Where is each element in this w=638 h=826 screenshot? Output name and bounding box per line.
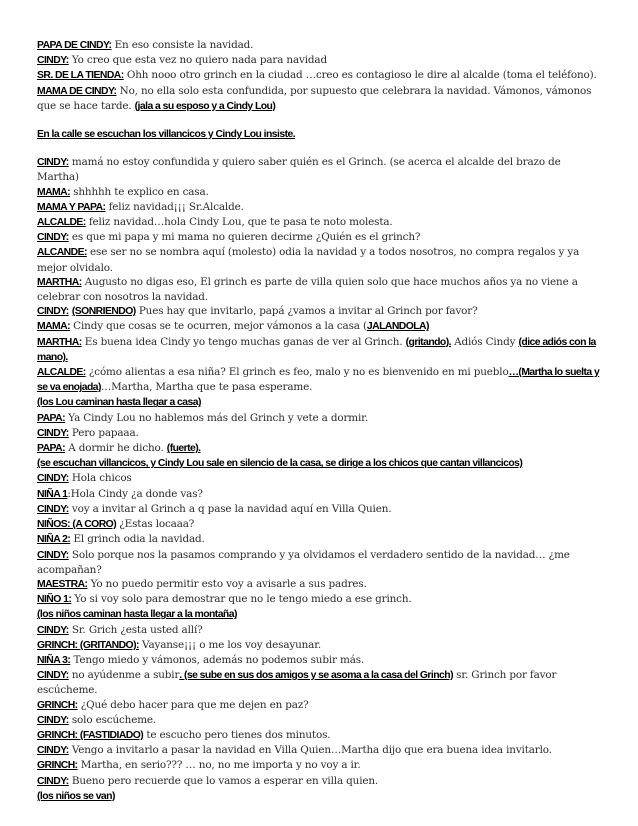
- speaker-or-direction: SR. DE LA TIENDA:: [37, 70, 124, 82]
- script-line: [37, 275, 603, 304]
- speaker-or-direction: MAESTRA:: [37, 578, 88, 590]
- script-line: [37, 774, 603, 789]
- speaker-or-direction: MARTHA:: [37, 276, 82, 288]
- speaker-or-direction: CINDY:: [37, 503, 69, 515]
- speaker-or-direction: CINDY:: [37, 232, 69, 244]
- dialogue-text: feliz navidad¡¡¡ Sr.Alcalde.: [105, 200, 244, 213]
- dialogue-text: Hola chicos: [68, 472, 132, 485]
- script-line: [37, 68, 603, 83]
- speaker-or-direction: GRINCH: (GRITANDO):: [37, 639, 139, 651]
- speaker-or-direction: CINDY:: [37, 624, 69, 636]
- dialogue-text: Es buena idea Cindy yo tengo muchas ganas de ver al Grinch.: [81, 335, 406, 348]
- dialogue-text: feliz navidad…hola Cindy Lou, que te pasa te noto molesta.: [85, 216, 393, 229]
- script-line: [37, 728, 603, 743]
- speaker-or-direction: CINDY:: [37, 157, 69, 169]
- script-line: [37, 200, 603, 215]
- speaker-or-direction: CINDY:: [37, 55, 69, 67]
- dialogue-text: ¿Estas locaaa?: [116, 518, 195, 531]
- speaker-or-direction: (fuerte).: [166, 443, 201, 455]
- speaker-or-direction: CINDY:: [37, 427, 69, 439]
- speaker-or-direction: (los niños se van): [37, 790, 115, 802]
- script-line: [37, 127, 603, 142]
- dialogue-text: Martha, en serio??? … no, no me importa y no voy a ir.: [77, 759, 361, 772]
- dialogue-text: Vayanse¡¡¡ o me los voy desayunar.: [138, 638, 322, 651]
- speaker-or-direction: NIÑOS: (A CORO): [37, 519, 117, 531]
- script-line: [37, 713, 603, 728]
- dialogue-text: No, no ella solo esta confundida, por supuesto que celebrara la navidad. Vámonos, vámonos que se hace tarde.: [37, 84, 592, 112]
- dialogue-text: Solo porque nos la pasamos comprando y ya olvidamos el verdadero sentido de la navidad… ¿me acompañan?: [37, 548, 570, 576]
- speaker-or-direction: (gritando).: [405, 336, 451, 348]
- script-line: [37, 426, 603, 441]
- play-script: [37, 38, 603, 804]
- dialogue-text: solo escúcheme.: [68, 713, 157, 726]
- speaker-or-direction: MAMA DE CINDY:: [37, 85, 117, 97]
- dialogue-text: ese ser no se nombra aquí (molesto) odia la navidad y a todos nosotros, no compra regalos y ya mejor olvidalo.: [37, 246, 580, 274]
- dialogue-text: te escucho pero tienes dos minutos.: [143, 728, 331, 741]
- dialogue-text: En eso consiste la navidad.: [111, 39, 254, 51]
- speaker-or-direction: PAPA:: [37, 412, 66, 424]
- dialogue-text: Bueno pero recuerde que lo vamos a esperar en villa quien.: [68, 774, 379, 787]
- speaker-or-direction: CINDY:: [37, 473, 69, 485]
- speaker-or-direction: (los Lou caminan hasta llegar a casa): [37, 397, 201, 409]
- speaker-or-direction: ALCALDE:: [37, 217, 86, 229]
- dialogue-text: Adiós Cindy: [450, 335, 519, 348]
- dialogue-text: Ya Cindy Lou no hablemos más del Grinch y vete a dormir.: [65, 411, 368, 424]
- speaker-or-direction: GRINCH: (FASTIDIADO): [37, 729, 144, 741]
- speaker-or-direction: CINDY:: [37, 670, 69, 682]
- dialogue-text: es que mi papa y mi mama no quieren decirme ¿Quién es el grinch?: [68, 231, 421, 244]
- dialogue-text: voy a invitar al Grinch a q pase la navidad aquí en Villa Quien.: [68, 502, 392, 515]
- speaker-or-direction: CINDY:: [37, 549, 69, 561]
- dialogue-text: ¿cómo alientas a esa niña? El grinch es feo, malo y no es bienvenido en mi pueblo: [85, 366, 509, 379]
- dialogue-text: Sr. Grich ¿esta usted allí?: [68, 623, 203, 636]
- script-line: [37, 395, 603, 410]
- script-line: [37, 698, 603, 713]
- dialogue-text: Tengo miedo y vámonos, además no podemos subir más.: [70, 653, 365, 666]
- script-line: [37, 411, 603, 426]
- script-line: [37, 502, 603, 517]
- script-line: [37, 304, 603, 319]
- dialogue-text: Vengo a invitarlo a pasar la navidad en Villa Quien…Martha dijo que era buena idea invitarlo.: [68, 744, 552, 757]
- script-line: [37, 638, 603, 653]
- dialogue-text: Pero papaaa.: [68, 426, 139, 439]
- script-line: [37, 335, 603, 365]
- speaker-or-direction: (se escuchan villancicos, y Cindy Lou sale en silencio de la casa, se dirige a los chicos que cantan villancicos): [37, 458, 523, 470]
- script-line: [37, 548, 603, 577]
- dialogue-text: Augusto no digas eso, El grinch es parte de villa quien solo que hace muchos años ya no viene a celebrar con nosotros la navidad.: [37, 275, 578, 304]
- speaker-or-direction: (jala a su esposo y a Cindy Lou): [134, 100, 276, 112]
- speaker-or-direction: NIÑO 1:: [37, 594, 72, 606]
- speaker-or-direction: PAPA DE CINDY:: [37, 40, 112, 51]
- speaker-or-direction: MAMA Y PAPA:: [37, 201, 106, 213]
- dialogue-text: mamá no estoy confundida y quiero saber quién es el Grinch. (se acerca el alcalde del brazo de Martha): [37, 156, 561, 184]
- speaker-or-direction: NIÑA 2:: [37, 534, 71, 546]
- dialogue-text: Ohh nooo otro grinch en la ciudad …creo es contagioso le dire al alcalde (toma el teléfono).: [123, 69, 597, 82]
- dialogue-text: Cindy que cosas se te ocurren, mejor vámonos a la casa (: [70, 320, 367, 333]
- script-line: [37, 155, 603, 184]
- dialogue-text: Pues hay que invitarlo, papá ¿vamos a invitar al Grinch por favor?: [135, 305, 478, 318]
- speaker-or-direction: (SONRIENDO): [71, 306, 136, 318]
- speaker-or-direction: …(Martha lo suelta y se va enojada): [37, 367, 600, 394]
- script-line: [37, 38, 603, 53]
- speaker-or-direction: PAPA:: [37, 443, 66, 455]
- speaker-or-direction: NIÑA 3:: [37, 654, 71, 666]
- dialogue-text: Yo no puedo permitir esto voy a avisarle a sus padres.: [87, 577, 367, 590]
- script-line: [37, 653, 603, 668]
- script-line: [37, 185, 603, 200]
- dialogue-text: shhhhh te explico en casa.: [70, 185, 209, 198]
- speaker-or-direction: CINDY:: [37, 745, 69, 757]
- speaker-or-direction: . (se sube en sus dos amigos y se asoma a la casa del Grinch): [179, 670, 453, 682]
- script-line: [37, 743, 603, 758]
- dialogue-text: Yo si voy solo para demostrar que no le tengo miedo a ese grinch.: [71, 593, 412, 606]
- speaker-or-direction: (los niños caminan hasta llegar a la montaña): [37, 609, 237, 621]
- speaker-or-direction: ALCANDE:: [37, 247, 87, 259]
- dialogue-text: …Martha, Martha que te pasa esperame.: [100, 381, 313, 394]
- script-line: [37, 365, 603, 395]
- dialogue-text: no ayúdenme a subir: [68, 669, 180, 682]
- dialogue-text: sr. Grinch por favor escúcheme.: [37, 669, 557, 697]
- script-line: [37, 668, 603, 697]
- script-line: [37, 53, 603, 68]
- script-line: [37, 84, 603, 114]
- dialogue-text: :Hola Cindy ¿a donde vas?: [67, 487, 203, 500]
- script-line: [37, 607, 603, 622]
- script-line: [37, 215, 603, 230]
- script-line: [37, 441, 603, 456]
- script-line: [37, 789, 603, 804]
- speaker-or-direction: JALANDOLA): [366, 321, 429, 333]
- script-line: [37, 517, 603, 532]
- speaker-or-direction: CINDY:: [37, 306, 69, 318]
- speaker-or-direction: MAMA:: [37, 321, 71, 333]
- script-line: [37, 319, 603, 334]
- script-line: [37, 487, 603, 502]
- speaker-or-direction: CINDY:: [37, 775, 69, 787]
- speaker-or-direction: (dice adiós con la mano).: [37, 336, 596, 363]
- script-line: [37, 532, 603, 547]
- speaker-or-direction: CINDY:: [37, 714, 69, 726]
- speaker-or-direction: MAMA:: [37, 186, 71, 198]
- dialogue-text: Yo creo que esta vez no quiero nada para navidad: [68, 54, 327, 67]
- dialogue-text: El grinch odia la navidad.: [70, 533, 205, 546]
- script-line: [37, 471, 603, 486]
- speaker-or-direction: NIÑA 1: [37, 488, 68, 500]
- script-line: [37, 230, 603, 245]
- script-line: [37, 577, 603, 592]
- speaker-or-direction: GRINCH:: [37, 699, 78, 711]
- speaker-or-direction: MARTHA:: [37, 336, 82, 348]
- script-line: [37, 592, 603, 607]
- speaker-or-direction: GRINCH:: [37, 760, 78, 772]
- script-line: [37, 456, 603, 471]
- script-line: [37, 758, 603, 773]
- dialogue-text: A dormir he dicho.: [65, 442, 167, 455]
- script-line: [37, 245, 603, 274]
- speaker-or-direction: En la calle se escuchan los villancicos y Cindy Lou insiste.: [37, 129, 296, 141]
- dialogue-text: ¿Qué debo hacer para que me dejen en paz?: [77, 698, 309, 711]
- speaker-or-direction: ALCALDE:: [37, 367, 86, 379]
- script-line: [37, 623, 603, 638]
